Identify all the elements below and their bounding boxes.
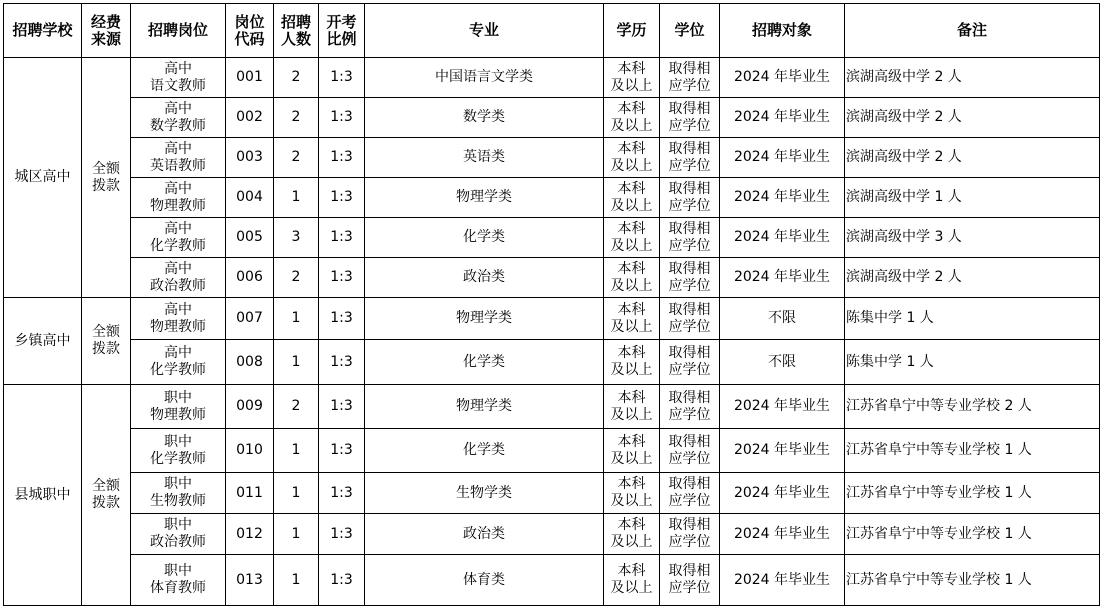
education-cell-line1: 本科 xyxy=(617,301,646,318)
ratio-cell: 1:3 xyxy=(319,298,365,340)
table-row xyxy=(4,218,1100,258)
position-cell-line2: 化学教师 xyxy=(150,237,206,254)
ratio-cell: 1:3 xyxy=(319,98,365,138)
education-cell-line2: 及以上 xyxy=(610,277,653,294)
recruitment-table xyxy=(3,3,1100,606)
count-cell: 2 xyxy=(274,58,319,98)
funding-cell-line1: 全额 xyxy=(92,478,120,494)
degree-cell-line1: 取得相 xyxy=(668,517,711,533)
degree-cell xyxy=(660,58,720,98)
target-cell: 2024 年毕业生 xyxy=(720,429,845,473)
header-count xyxy=(274,4,319,58)
count-cell: 2 xyxy=(274,98,319,138)
degree-cell-line2: 应学位 xyxy=(668,493,711,509)
position-cell xyxy=(131,429,226,473)
remark-cell: 江苏省阜宁中等专业学校 1 人 xyxy=(845,473,1100,514)
ratio-cell: 1:3 xyxy=(319,555,365,606)
education-cell xyxy=(604,218,660,258)
degree-cell-line2: 应学位 xyxy=(668,197,711,214)
header-degree: 学位 xyxy=(660,4,720,58)
target-cell: 不限 xyxy=(720,340,845,385)
code-cell: 012 xyxy=(226,514,274,555)
table-row xyxy=(4,385,1100,429)
remark-cell: 陈集中学 1 人 xyxy=(845,340,1100,385)
ratio-cell: 1:3 xyxy=(319,473,365,514)
header-funding-line1: 经费 xyxy=(90,12,121,31)
degree-cell-line1: 取得相 xyxy=(668,301,711,318)
position-cell-line2: 语文教师 xyxy=(150,77,206,94)
header-education: 学历 xyxy=(604,4,660,58)
ratio-cell: 1:3 xyxy=(319,258,365,298)
funding-cell-line1: 全额 xyxy=(92,324,120,340)
target-cell: 2024 年毕业生 xyxy=(720,98,845,138)
major-cell: 物理学类 xyxy=(365,178,604,218)
remark-cell: 滨湖高级中学 2 人 xyxy=(845,258,1100,298)
count-cell: 2 xyxy=(274,385,319,429)
header-code-line1: 岗位 xyxy=(234,12,265,31)
header-count-line2: 人数 xyxy=(280,29,311,48)
position-cell-line1: 职中 xyxy=(164,389,192,406)
ratio-cell: 1:3 xyxy=(319,514,365,555)
count-cell: 1 xyxy=(274,473,319,514)
degree-cell xyxy=(660,385,720,429)
education-cell xyxy=(604,385,660,429)
education-cell xyxy=(604,514,660,555)
remark-cell: 滨湖高级中学 2 人 xyxy=(845,58,1100,98)
count-cell: 2 xyxy=(274,258,319,298)
education-cell-line1: 本科 xyxy=(617,220,646,237)
header-position: 招聘岗位 xyxy=(131,4,226,58)
header-count-line1: 招聘 xyxy=(280,12,311,31)
target-cell: 不限 xyxy=(720,298,845,340)
degree-cell-line2: 应学位 xyxy=(668,237,711,254)
degree-cell xyxy=(660,555,720,606)
target-cell: 2024 年毕业生 xyxy=(720,58,845,98)
education-cell xyxy=(604,58,660,98)
education-cell-line1: 本科 xyxy=(617,180,646,197)
major-cell: 数学类 xyxy=(365,98,604,138)
degree-cell xyxy=(660,178,720,218)
education-cell-line1: 本科 xyxy=(617,476,646,492)
header-ratio-line2: 比例 xyxy=(326,29,357,48)
header-target: 招聘对象 xyxy=(720,4,845,58)
position-cell-line1: 职中 xyxy=(164,563,192,579)
education-cell-line1: 本科 xyxy=(617,260,646,277)
education-cell-line1: 本科 xyxy=(617,517,646,533)
degree-cell-line1: 取得相 xyxy=(668,389,711,406)
degree-cell-line2: 应学位 xyxy=(668,534,711,550)
header-row xyxy=(4,4,1100,58)
education-cell-line2: 及以上 xyxy=(610,493,653,509)
education-cell-line2: 及以上 xyxy=(610,237,653,254)
header-major: 专业 xyxy=(365,4,604,58)
position-cell-line1: 高中 xyxy=(164,180,192,197)
major-cell: 政治类 xyxy=(365,258,604,298)
education-cell-line2: 及以上 xyxy=(610,534,653,550)
major-cell: 物理学类 xyxy=(365,298,604,340)
code-cell: 009 xyxy=(226,385,274,429)
code-cell: 013 xyxy=(226,555,274,606)
table-row xyxy=(4,514,1100,555)
ratio-cell: 1:3 xyxy=(319,178,365,218)
education-cell-line1: 本科 xyxy=(617,563,646,579)
position-cell-line1: 高中 xyxy=(164,60,192,77)
school-cell: 城区高中 xyxy=(4,58,82,298)
education-cell xyxy=(604,555,660,606)
position-cell xyxy=(131,555,226,606)
table-row xyxy=(4,258,1100,298)
target-cell: 2024 年毕业生 xyxy=(720,385,845,429)
major-cell: 生物学类 xyxy=(365,473,604,514)
table-row xyxy=(4,58,1100,98)
remark-cell: 江苏省阜宁中等专业学校 1 人 xyxy=(845,429,1100,473)
position-cell-line2: 体育教师 xyxy=(150,580,206,596)
education-cell-line2: 及以上 xyxy=(610,318,653,335)
degree-cell-line2: 应学位 xyxy=(668,77,711,94)
remark-cell: 滨湖高级中学 3 人 xyxy=(845,218,1100,258)
degree-cell-line1: 取得相 xyxy=(668,220,711,237)
school-cell: 乡镇高中 xyxy=(4,298,82,385)
degree-cell-line2: 应学位 xyxy=(668,580,711,596)
degree-cell-line2: 应学位 xyxy=(668,318,711,335)
code-cell: 008 xyxy=(226,340,274,385)
position-cell-line2: 化学教师 xyxy=(150,362,206,378)
degree-cell xyxy=(660,340,720,385)
header-school: 招聘学校 xyxy=(4,4,82,58)
degree-cell xyxy=(660,473,720,514)
degree-cell-line1: 取得相 xyxy=(668,260,711,277)
funding-cell xyxy=(82,385,131,606)
header-ratio-line1: 开考 xyxy=(326,12,357,31)
position-cell-line1: 职中 xyxy=(164,476,192,492)
header-ratio xyxy=(319,4,365,58)
position-cell-line1: 高中 xyxy=(164,260,192,277)
position-cell-line2: 物理教师 xyxy=(150,197,206,214)
education-cell xyxy=(604,340,660,385)
table-row xyxy=(4,555,1100,606)
count-cell: 1 xyxy=(274,429,319,473)
table-row xyxy=(4,298,1100,340)
position-cell xyxy=(131,138,226,178)
position-cell-line2: 政治教师 xyxy=(150,534,206,550)
position-cell-line1: 职中 xyxy=(164,433,192,450)
position-cell xyxy=(131,514,226,555)
target-cell: 2024 年毕业生 xyxy=(720,178,845,218)
major-cell: 中国语言文学类 xyxy=(365,58,604,98)
code-cell: 010 xyxy=(226,429,274,473)
position-cell xyxy=(131,298,226,340)
funding-cell xyxy=(82,58,131,298)
ratio-cell: 1:3 xyxy=(319,138,365,178)
education-cell-line2: 及以上 xyxy=(610,450,653,467)
degree-cell-line2: 应学位 xyxy=(668,117,711,134)
header-remark: 备注 xyxy=(845,4,1100,58)
position-cell xyxy=(131,218,226,258)
degree-cell-line1: 取得相 xyxy=(668,563,711,579)
header-code-line2: 代码 xyxy=(234,29,265,48)
education-cell xyxy=(604,429,660,473)
header-funding xyxy=(82,4,131,58)
education-cell-line1: 本科 xyxy=(617,345,646,361)
funding-cell-line2: 拨款 xyxy=(92,341,120,357)
education-cell xyxy=(604,138,660,178)
position-cell-line1: 高中 xyxy=(164,345,192,361)
target-cell: 2024 年毕业生 xyxy=(720,514,845,555)
count-cell: 1 xyxy=(274,555,319,606)
degree-cell-line2: 应学位 xyxy=(668,157,711,174)
degree-cell xyxy=(660,138,720,178)
degree-cell xyxy=(660,218,720,258)
degree-cell-line2: 应学位 xyxy=(668,450,711,467)
remark-cell: 江苏省阜宁中等专业学校 1 人 xyxy=(845,514,1100,555)
major-cell: 英语类 xyxy=(365,138,604,178)
degree-cell xyxy=(660,98,720,138)
degree-cell-line1: 取得相 xyxy=(668,60,711,77)
degree-cell xyxy=(660,514,720,555)
degree-cell xyxy=(660,258,720,298)
position-cell-line1: 高中 xyxy=(164,100,192,117)
position-cell-line1: 高中 xyxy=(164,140,192,157)
code-cell: 006 xyxy=(226,258,274,298)
education-cell-line2: 及以上 xyxy=(610,197,653,214)
position-cell xyxy=(131,385,226,429)
education-cell-line1: 本科 xyxy=(617,389,646,406)
ratio-cell: 1:3 xyxy=(319,58,365,98)
table-row xyxy=(4,138,1100,178)
code-cell: 001 xyxy=(226,58,274,98)
position-cell-line2: 英语教师 xyxy=(150,157,206,174)
education-cell-line2: 及以上 xyxy=(610,157,653,174)
count-cell: 1 xyxy=(274,514,319,555)
position-cell-line2: 数学教师 xyxy=(150,117,206,134)
target-cell: 2024 年毕业生 xyxy=(720,473,845,514)
remark-cell: 陈集中学 1 人 xyxy=(845,298,1100,340)
education-cell-line2: 及以上 xyxy=(610,362,653,378)
funding-cell-line2: 拨款 xyxy=(92,495,120,511)
count-cell: 1 xyxy=(274,298,319,340)
header-code xyxy=(226,4,274,58)
education-cell xyxy=(604,98,660,138)
count-cell: 1 xyxy=(274,340,319,385)
code-cell: 007 xyxy=(226,298,274,340)
remark-cell: 滨湖高级中学 2 人 xyxy=(845,138,1100,178)
education-cell xyxy=(604,178,660,218)
ratio-cell: 1:3 xyxy=(319,385,365,429)
count-cell: 3 xyxy=(274,218,319,258)
position-cell-line2: 政治教师 xyxy=(150,277,206,294)
degree-cell-line1: 取得相 xyxy=(668,476,711,492)
major-cell: 体育类 xyxy=(365,555,604,606)
position-cell-line2: 生物教师 xyxy=(150,493,206,509)
ratio-cell: 1:3 xyxy=(319,340,365,385)
header-funding-line2: 来源 xyxy=(90,29,121,48)
remark-cell: 江苏省阜宁中等专业学校 1 人 xyxy=(845,555,1100,606)
education-cell-line2: 及以上 xyxy=(610,117,653,134)
target-cell: 2024 年毕业生 xyxy=(720,555,845,606)
funding-cell xyxy=(82,298,131,385)
remark-cell: 江苏省阜宁中等专业学校 2 人 xyxy=(845,385,1100,429)
code-cell: 004 xyxy=(226,178,274,218)
degree-cell xyxy=(660,429,720,473)
code-cell: 003 xyxy=(226,138,274,178)
ratio-cell: 1:3 xyxy=(319,429,365,473)
major-cell: 政治类 xyxy=(365,514,604,555)
count-cell: 2 xyxy=(274,138,319,178)
degree-cell-line1: 取得相 xyxy=(668,100,711,117)
major-cell: 化学类 xyxy=(365,218,604,258)
position-cell-line2: 物理教师 xyxy=(150,406,206,423)
education-cell xyxy=(604,473,660,514)
major-cell: 化学类 xyxy=(365,340,604,385)
remark-cell: 滨湖高级中学 2 人 xyxy=(845,98,1100,138)
position-cell xyxy=(131,178,226,218)
major-cell: 物理学类 xyxy=(365,385,604,429)
position-cell xyxy=(131,340,226,385)
education-cell xyxy=(604,298,660,340)
position-cell-line2: 化学教师 xyxy=(150,450,206,467)
target-cell: 2024 年毕业生 xyxy=(720,258,845,298)
target-cell: 2024 年毕业生 xyxy=(720,138,845,178)
education-cell-line1: 本科 xyxy=(617,140,646,157)
position-cell xyxy=(131,473,226,514)
table-row xyxy=(4,98,1100,138)
degree-cell-line1: 取得相 xyxy=(668,345,711,361)
degree-cell-line1: 取得相 xyxy=(668,140,711,157)
education-cell-line2: 及以上 xyxy=(610,406,653,423)
table-body xyxy=(4,58,1100,606)
education-cell-line1: 本科 xyxy=(617,60,646,77)
position-cell-line1: 高中 xyxy=(164,301,192,318)
degree-cell-line2: 应学位 xyxy=(668,362,711,378)
degree-cell xyxy=(660,298,720,340)
ratio-cell: 1:3 xyxy=(319,218,365,258)
count-cell: 1 xyxy=(274,178,319,218)
position-cell-line2: 物理教师 xyxy=(150,318,206,335)
table-row xyxy=(4,178,1100,218)
code-cell: 002 xyxy=(226,98,274,138)
table-row xyxy=(4,473,1100,514)
education-cell-line2: 及以上 xyxy=(610,580,653,596)
remark-cell: 滨湖高级中学 1 人 xyxy=(845,178,1100,218)
degree-cell-line2: 应学位 xyxy=(668,406,711,423)
position-cell xyxy=(131,58,226,98)
code-cell: 011 xyxy=(226,473,274,514)
position-cell-line1: 高中 xyxy=(164,220,192,237)
code-cell: 005 xyxy=(226,218,274,258)
major-cell: 化学类 xyxy=(365,429,604,473)
position-cell xyxy=(131,258,226,298)
degree-cell-line2: 应学位 xyxy=(668,277,711,294)
position-cell xyxy=(131,98,226,138)
education-cell-line1: 本科 xyxy=(617,100,646,117)
school-cell: 县城职中 xyxy=(4,385,82,606)
funding-cell-line1: 全额 xyxy=(92,160,120,177)
degree-cell-line1: 取得相 xyxy=(668,180,711,197)
education-cell-line2: 及以上 xyxy=(610,77,653,94)
education-cell-line1: 本科 xyxy=(617,433,646,450)
target-cell: 2024 年毕业生 xyxy=(720,218,845,258)
position-cell-line1: 职中 xyxy=(164,517,192,533)
table-row xyxy=(4,429,1100,473)
table-row xyxy=(4,340,1100,385)
education-cell xyxy=(604,258,660,298)
degree-cell-line1: 取得相 xyxy=(668,433,711,450)
funding-cell-line2: 拨款 xyxy=(92,177,120,194)
